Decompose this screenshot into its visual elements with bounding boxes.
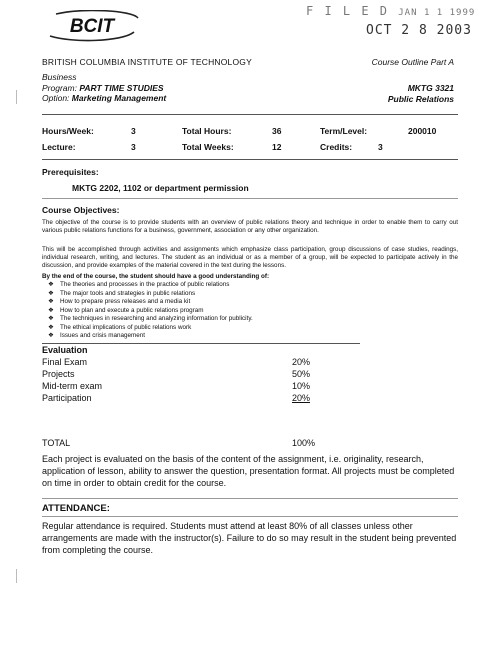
list-item: ❖ The ethical implications of public relations work	[48, 323, 192, 331]
received-date-stamp: OCT 2 8 2003	[366, 23, 472, 38]
objectives-heading: Course Objectives:	[42, 205, 120, 215]
objectives-paragraph-2: This will be accomplished through activities and assignments which emphasize class participation, group discussions of case studies, readings, individual research, writing, and lectures. The student as an individual or as a member of a group, will be expected to participate actively in the discussion, and provide examples of the material covered in the text during the lessons.	[42, 246, 458, 269]
total-value: 100%	[292, 438, 316, 448]
lecture-value: 3	[131, 142, 136, 152]
punch-hole-mark	[16, 90, 20, 104]
bullet-diamond-icon: ❖	[48, 298, 54, 305]
total-weeks-value: 12	[272, 142, 282, 152]
bullet-diamond-icon: ❖	[48, 323, 54, 331]
attendance-text: Regular attendance is required. Students must attend at least 80% of all classes unless other arrangements are made with the instructor(s). Failure to do so may result in the student being prevented from completing the course.	[42, 521, 457, 555]
prerequisites-heading: Prerequisites:	[42, 167, 99, 177]
objectives-intro: By the end of the course, the student should have a good understanding of:	[42, 273, 270, 280]
total-label: TOTAL	[42, 438, 71, 448]
program-block	[42, 72, 166, 104]
total-hours-label: Total Hours:	[182, 126, 232, 136]
total-hours-value: 36	[272, 126, 282, 136]
divider	[42, 114, 458, 115]
table-row: Participation 20%	[42, 393, 311, 403]
objectives-list	[48, 281, 253, 341]
course-outline-label: Course Outline Part A	[371, 57, 454, 67]
filed-stamp-label: F I L E D	[306, 4, 390, 18]
filed-stamp	[306, 4, 475, 18]
course-name: Public Relations	[387, 93, 454, 104]
table-row: Final Exam 20%	[42, 357, 311, 367]
institute-name: BRITISH COLUMBIA INSTITUTE OF TECHNOLOGY	[42, 57, 252, 67]
total-weeks-label: Total Weeks:	[182, 142, 234, 152]
bullet-diamond-icon: ❖	[48, 281, 54, 288]
filed-stamp-date: JAN 1 1 1999	[398, 8, 476, 18]
program-name: PART TIME STUDIES	[79, 82, 164, 93]
option-line	[42, 93, 166, 104]
bullet-diamond-icon: ❖	[48, 332, 54, 339]
table-row: Mid-term exam 10%	[42, 381, 311, 391]
attendance-heading: ATTENDANCE:	[42, 503, 110, 514]
table-row	[42, 437, 324, 449]
objectives-paragraph-1: The objective of the course is to provide students with an overview of public relations theory and technique in order to enable them to carry out various public relations functions for a business, government, association or any other organization.	[42, 219, 458, 234]
bullet-diamond-icon: ❖	[48, 306, 54, 314]
prerequisites-text: MKTG 2202, 1102 or department permission	[72, 183, 249, 193]
school-name: Business	[42, 72, 77, 82]
bcit-logo-text: BCIT	[69, 16, 115, 37]
credits-value: 3	[378, 142, 383, 152]
term-level-value: 200010	[408, 126, 437, 136]
divider	[42, 159, 458, 160]
option-label: Option:	[42, 93, 70, 103]
credits-label: Credits:	[320, 142, 353, 152]
divider	[42, 198, 458, 199]
program-label: Program:	[42, 82, 77, 93]
evaluation-total	[42, 437, 324, 449]
bullet-diamond-icon: ❖	[48, 315, 54, 322]
program-line	[42, 83, 166, 94]
list-item: ❖ The techniques in researching and analyzing information for publicity.	[48, 315, 253, 322]
hours-week-value: 3	[131, 126, 136, 136]
punch-hole-mark	[16, 569, 20, 583]
list-item: ❖ The theories and processes in the practice of public relations	[48, 281, 230, 288]
table-row: Projects 50%	[42, 369, 311, 379]
bcit-logo	[42, 10, 142, 42]
evaluation-note: Each project is evaluated on the basis of the content of the assignment, i.e. originality, research, application of lesson, ability to answer the question, presentation format. All projects must be completed on time in order to obtain credit for the course.	[42, 454, 455, 488]
evaluation-heading: Evaluation	[42, 345, 88, 355]
course-id-block	[388, 83, 454, 104]
lecture-label: Lecture:	[42, 142, 76, 152]
list-item: ❖ How to prepare press releases and a media kit	[48, 298, 191, 305]
option-name: Marketing Management	[71, 93, 167, 103]
divider	[42, 498, 458, 499]
bullet-diamond-icon: ❖	[48, 289, 54, 297]
list-item: ❖ The major tools and strategies in public relations	[48, 289, 196, 297]
hours-week-label: Hours/Week:	[42, 126, 94, 136]
divider	[42, 516, 458, 517]
list-item: ❖ Issues and crisis management	[48, 332, 146, 339]
term-level-label: Term/Level:	[320, 126, 368, 136]
list-item: ❖ How to plan and execute a public relations program	[48, 306, 204, 314]
course-code: MKTG 3321	[407, 83, 454, 93]
evaluation-table	[42, 344, 324, 404]
